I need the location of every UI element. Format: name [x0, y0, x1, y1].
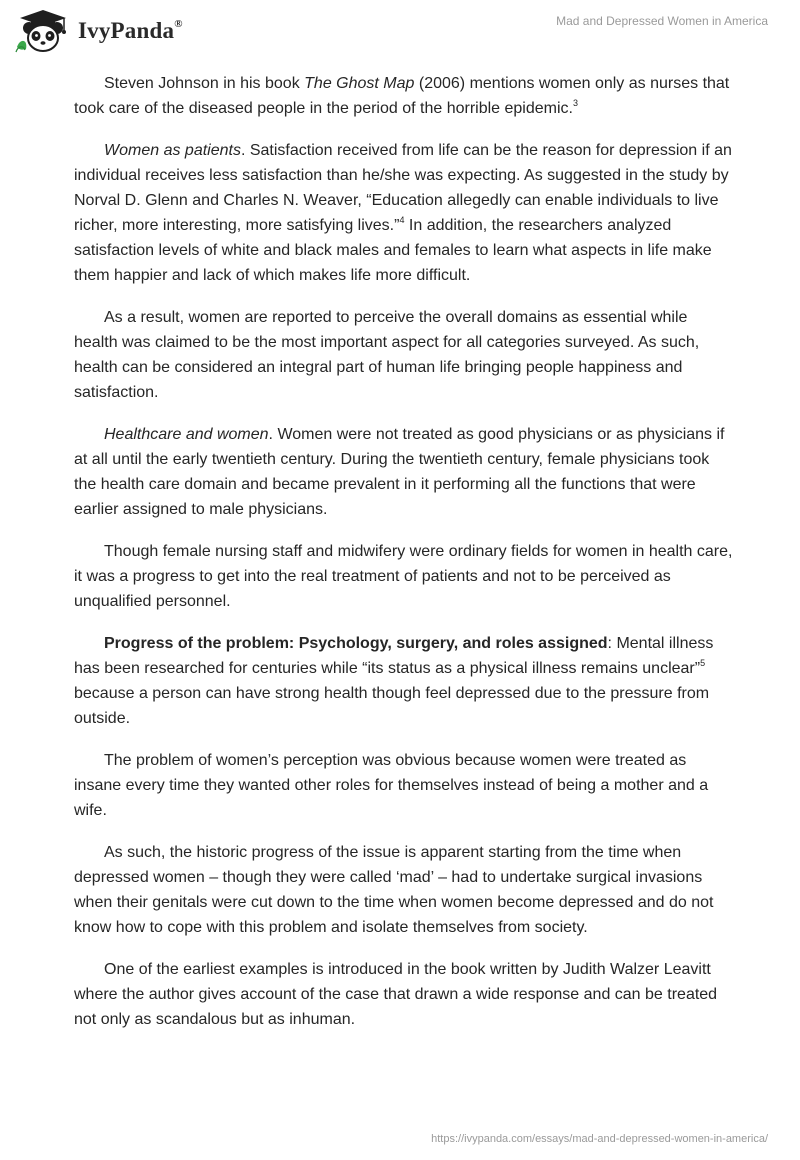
paragraph: The problem of women’s perception was obvious because women were treated as insane every time they wanted other roles for themselves instead of being a mother and a wife.: [74, 752, 709, 819]
footnote-ref: 4: [399, 215, 405, 225]
paragraph: Steven Johnson in his book The Ghost Map (2006) mentions women only as nurses that took care of the diseased people in the period of the horrible epidemic.$^3$: [74, 75, 730, 117]
paragraph: As a result, women are reported to perceive the overall domains as essential while health was claimed to be the most important aspect for all categories surveyed. As such, health can be considered an integral part of human life bringing people happiness and satisfaction.: [74, 309, 700, 401]
logo[interactable]: [14, 9, 183, 53]
paragraph: One of the earliest examples is introduced in the book written by Judith Walzer Leavitt where the author gives account of the case that drawn a wide response and can be treated not only as scandalous but as inhuman.: [74, 961, 718, 1028]
paragraph: Women as patients. Satisfaction received from life can be the reason for depression if an individual receives less satisfaction than he/she was expecting. As suggested in the study by Norval D. Glenn and Charles N. Weaver, “Education allegedly can enable individuals to live richer, more interesting, more satisfying lives.”$^4$ In addition, the researchers analyzed satisfaction levels of white and black males and females to learn what aspects in life make them happier and lack of which makes life more difficult.: [74, 142, 732, 284]
paragraph: Progress of the problem: Psychology, surgery, and roles assigned: Mental illness has been researched for centuries while “its status as a physical illness remains unclear”$^5$ because a person can have strong health though feel depressed due to the pressure from outside.: [74, 635, 714, 727]
essay-body: [74, 71, 734, 1049]
footnote-ref: 5: [700, 658, 706, 668]
paragraph: Healthcare and women. Women were not treated as good physicians or as physicians if at all until the early twentieth century. During the twentieth century, female physicians took the health care domain and became prevalent in it performing all the functions that were earlier assigned to male physicians.: [74, 426, 725, 518]
section-lead: Women as patients: [104, 142, 241, 159]
section-lead: Healthcare and women: [104, 426, 269, 443]
footnote-ref: 3: [572, 98, 578, 108]
page-header: [0, 0, 800, 70]
document-title: Mad and Depressed Women in America: [556, 14, 768, 28]
paragraph: As such, the historic progress of the issue is apparent starting from the time when depressed women – though they were called ‘mad’ – had to undertake surgical invasions when their genitals were cut down to the time when women become depressed and do not know how to cope with this problem and isolate themselves from society.: [74, 844, 714, 936]
source-url-link[interactable]: https://ivypanda.com/essays/mad-and-depressed-women-in-america/: [431, 1133, 768, 1145]
paragraph: Though female nursing staff and midwifery were ordinary fields for women in health care, it was a progress to get into the real treatment of patients and not to be perceived as unqualified personnel.: [74, 543, 733, 610]
section-lead: Progress of the problem: Psychology, surgery, and roles assigned: [104, 635, 608, 652]
panda-graduate-icon: [14, 9, 72, 53]
brand-name: IvyPanda®: [78, 18, 183, 43]
